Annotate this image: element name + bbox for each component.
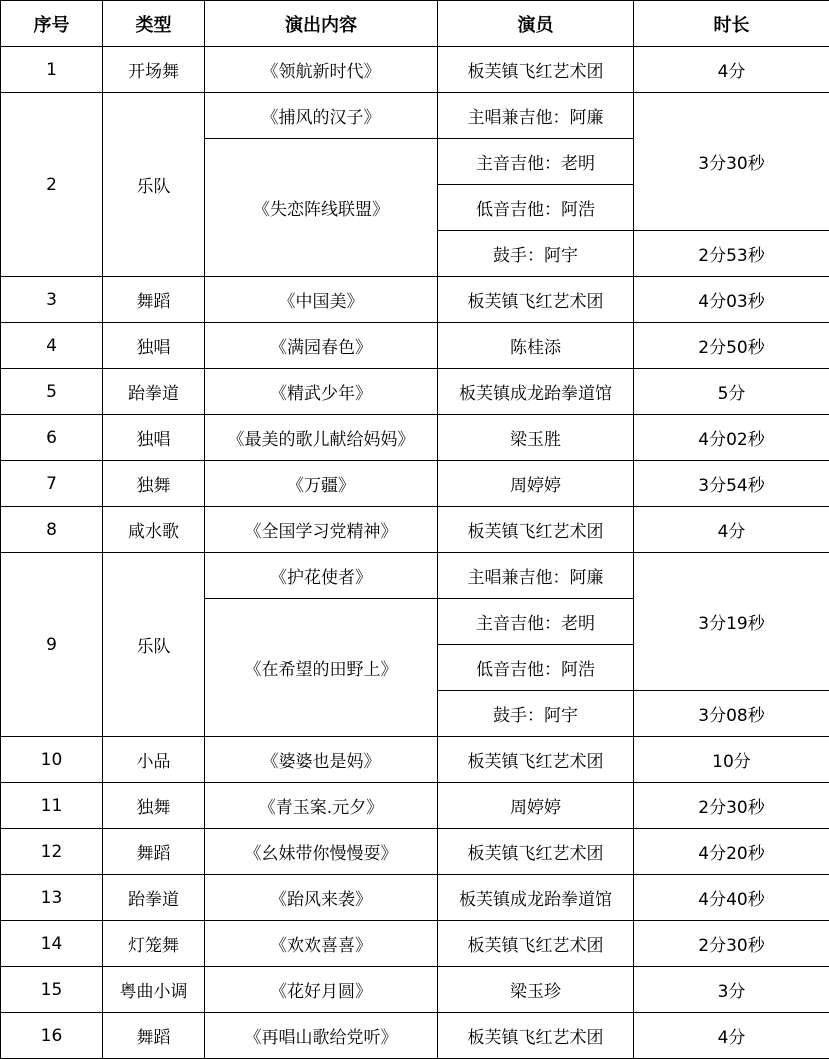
cell-performer: 梁玉胜 [438,415,634,461]
cell-type: 舞蹈 [103,1013,205,1059]
cell-performer: 鼓手：阿宇 [438,231,634,277]
cell-content: 《幺妹带你慢慢耍》 [205,829,438,875]
table-row [1,507,829,553]
cell-content: 《再唱山歌给党听》 [205,1013,438,1059]
table-row [1,461,829,507]
cell-performer: 主唱兼吉他：阿廉 [438,93,634,139]
cell-content: 《精武少年》 [205,369,438,415]
cell-content: 《最美的歌儿献给妈妈》 [205,415,438,461]
cell-type: 乐队 [103,93,205,277]
header-duration: 时长 [634,1,829,47]
cell-type: 舞蹈 [103,277,205,323]
cell-content: 《满园春色》 [205,323,438,369]
cell-performer: 低音吉他：阿浩 [438,645,634,691]
cell-duration: 2分30秒 [634,921,829,967]
cell-performer: 主唱兼吉他：阿廉 [438,553,634,599]
cell-no: 15 [1,967,103,1013]
cell-performer: 鼓手：阿宇 [438,691,634,737]
cell-performer: 陈桂添 [438,323,634,369]
cell-performer: 低音吉他：阿浩 [438,185,634,231]
cell-content: 《欢欢喜喜》 [205,921,438,967]
cell-duration: 4分02秒 [634,415,829,461]
cell-content: 《花好月圆》 [205,967,438,1013]
cell-content: 《婆婆也是妈》 [205,737,438,783]
cell-performer: 板芙镇飞红艺术团 [438,507,634,553]
cell-duration: 4分 [634,1013,829,1059]
table-row [1,875,829,921]
cell-no: 8 [1,507,103,553]
cell-type: 小品 [103,737,205,783]
cell-content: 《中国美》 [205,277,438,323]
cell-no: 1 [1,47,103,93]
cell-performer: 周婷婷 [438,783,634,829]
cell-content: 《失恋阵线联盟》 [205,139,438,277]
table-row [1,921,829,967]
cell-content: 《青玉案.元夕》 [205,783,438,829]
table-row [1,553,829,599]
cell-duration: 4分40秒 [634,875,829,921]
table-row [1,323,829,369]
cell-no: 2 [1,93,103,277]
header-row [1,1,829,47]
cell-content: 《领航新时代》 [205,47,438,93]
cell-no: 6 [1,415,103,461]
cell-duration: 3分30秒 [634,93,829,231]
cell-duration: 3分54秒 [634,461,829,507]
cell-performer: 板芙镇飞红艺术团 [438,829,634,875]
header-no: 序号 [1,1,103,47]
cell-performer: 板芙镇飞红艺术团 [438,277,634,323]
cell-type: 乐队 [103,553,205,737]
cell-type: 跆拳道 [103,875,205,921]
cell-no: 4 [1,323,103,369]
cell-type: 独唱 [103,415,205,461]
cell-performer: 主音吉他：老明 [438,139,634,185]
cell-performer: 板芙镇成龙跆拳道馆 [438,875,634,921]
cell-no: 13 [1,875,103,921]
cell-duration: 4分20秒 [634,829,829,875]
cell-no: 14 [1,921,103,967]
cell-duration: 3分19秒 [634,553,829,691]
cell-content: 《捕风的汉子》 [205,93,438,139]
cell-performer: 板芙镇成龙跆拳道馆 [438,369,634,415]
cell-type: 灯笼舞 [103,921,205,967]
cell-duration: 2分50秒 [634,323,829,369]
cell-no: 9 [1,553,103,737]
cell-content: 《万疆》 [205,461,438,507]
table-row [1,967,829,1013]
cell-type: 舞蹈 [103,829,205,875]
cell-duration: 5分 [634,369,829,415]
header-performer: 演员 [438,1,634,47]
table-row [1,415,829,461]
cell-type: 独舞 [103,461,205,507]
cell-type: 咸水歌 [103,507,205,553]
cell-duration: 10分 [634,737,829,783]
table-row [1,783,829,829]
cell-no: 5 [1,369,103,415]
cell-content: 《跆风来袭》 [205,875,438,921]
cell-duration: 4分03秒 [634,277,829,323]
cell-type: 独舞 [103,783,205,829]
cell-type: 粤曲小调 [103,967,205,1013]
cell-duration: 2分53秒 [634,231,829,277]
cell-duration: 4分 [634,47,829,93]
cell-no: 3 [1,277,103,323]
cell-no: 12 [1,829,103,875]
cell-type: 开场舞 [103,47,205,93]
cell-no: 7 [1,461,103,507]
table-row [1,369,829,415]
table-row [1,1013,829,1059]
table-row [1,47,829,93]
cell-performer: 梁玉珍 [438,967,634,1013]
cell-duration: 4分 [634,507,829,553]
cell-duration: 3分 [634,967,829,1013]
cell-performer: 板芙镇飞红艺术团 [438,737,634,783]
cell-performer: 周婷婷 [438,461,634,507]
header-content: 演出内容 [205,1,438,47]
table-row [1,277,829,323]
cell-content: 《在希望的田野上》 [205,599,438,737]
cell-performer: 板芙镇飞红艺术团 [438,47,634,93]
cell-duration: 2分30秒 [634,783,829,829]
cell-performer: 板芙镇飞红艺术团 [438,921,634,967]
table-row [1,737,829,783]
cell-type: 跆拳道 [103,369,205,415]
header-type: 类型 [103,1,205,47]
cell-type: 独唱 [103,323,205,369]
cell-content: 《护花使者》 [205,553,438,599]
cell-content: 《全国学习党精神》 [205,507,438,553]
cell-no: 16 [1,1013,103,1059]
cell-duration: 3分08秒 [634,691,829,737]
table-row [1,829,829,875]
cell-no: 10 [1,737,103,783]
cell-performer: 板芙镇飞红艺术团 [438,1013,634,1059]
cell-performer: 主音吉他：老明 [438,599,634,645]
cell-no: 11 [1,783,103,829]
table-row [1,93,829,139]
